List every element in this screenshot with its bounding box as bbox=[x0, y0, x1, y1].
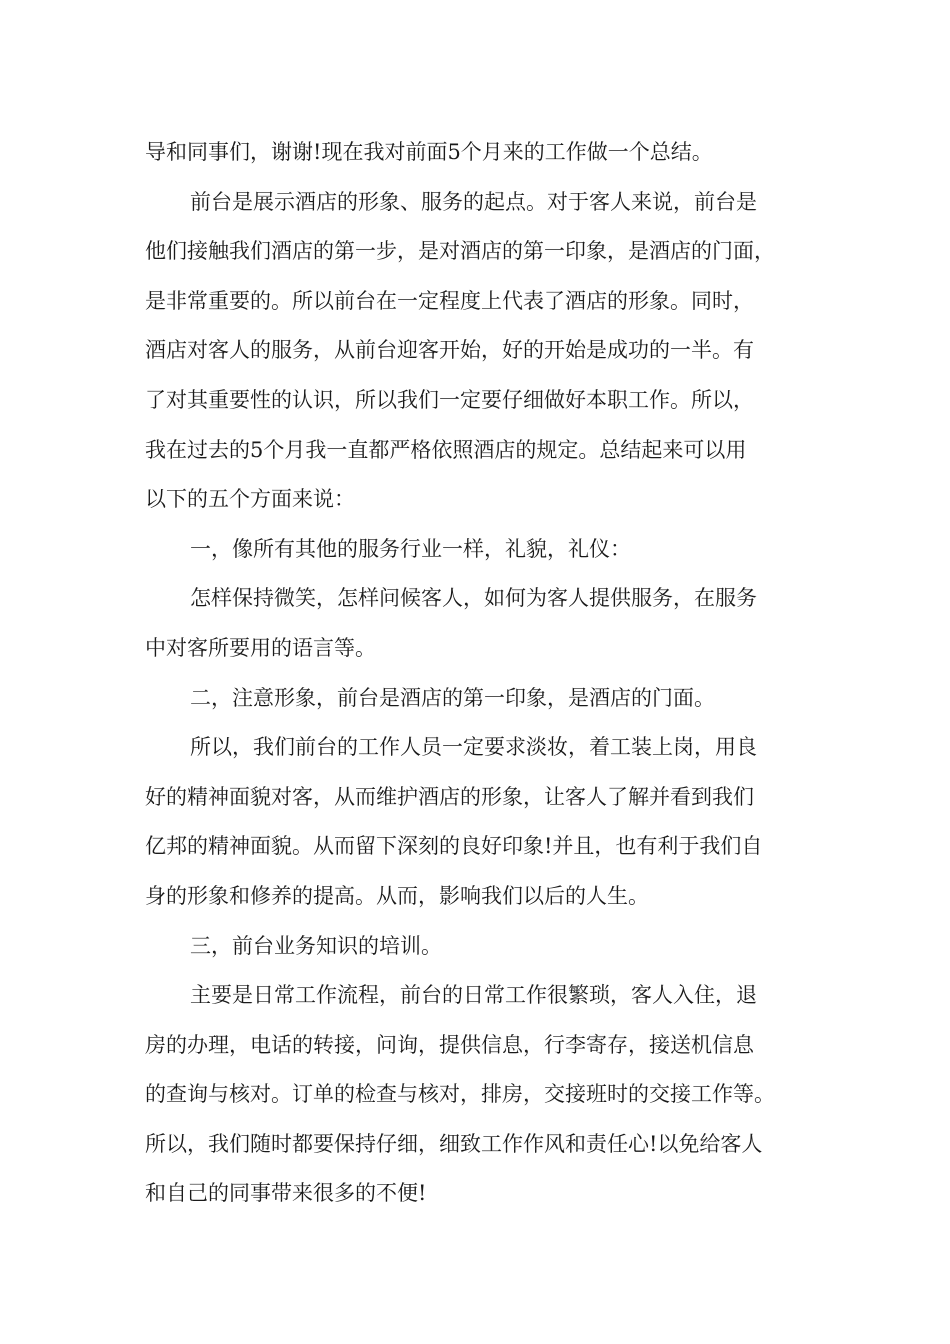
document-line: 他们接触我们酒店的第一步，是对酒店的第一印象，是酒店的门面， bbox=[145, 239, 775, 264]
document-line: 一，像所有其他的服务行业一样，礼貌，礼仪： bbox=[190, 536, 631, 561]
document-line: 中对客所要用的语言等。 bbox=[145, 635, 376, 660]
document-line: 好的精神面貌对客，从而维护酒店的形象，让客人了解并看到我们 bbox=[145, 784, 754, 809]
document-line: 酒店对客人的服务，从前台迎客开始，好的开始是成功的一半。有 bbox=[145, 338, 754, 363]
document-line: 以下的五个方面来说： bbox=[145, 487, 355, 512]
document-line: 是非常重要的。所以前台在一定程度上代表了酒店的形象。同时， bbox=[145, 288, 754, 313]
document-line: 前台是展示酒店的形象、服务的起点。对于客人来说，前台是 bbox=[190, 189, 757, 214]
document-line: 三，前台业务知识的培训。 bbox=[190, 933, 442, 958]
document-line: 了对其重要性的认识，所以我们一定要仔细做好本职工作。所以， bbox=[145, 387, 754, 412]
document-line: 房的办理，电话的转接，问询，提供信息，行李寄存，接送机信息 bbox=[145, 1032, 754, 1057]
document-line: 我在过去的5个月我一直都严格依照酒店的规定。总结起来可以用 bbox=[145, 437, 747, 462]
document-line: 所以，我们前台的工作人员一定要求淡妆，着工装上岗，用良 bbox=[190, 735, 757, 760]
document-line: 亿邦的精神面貌。从而留下深刻的良好印象!并且，也有利于我们自 bbox=[145, 834, 763, 859]
document-line: 主要是日常工作流程，前台的日常工作很繁琐，客人入住，退 bbox=[190, 983, 757, 1008]
document-body bbox=[145, 128, 825, 1219]
document-line: 怎样保持微笑，怎样问候客人，如何为客人提供服务，在服务 bbox=[190, 586, 757, 611]
document-line: 二，注意形象，前台是酒店的第一印象，是酒店的门面。 bbox=[190, 685, 715, 710]
document-line: 和自己的同事带来很多的不便! bbox=[145, 1181, 427, 1206]
document-line: 导和同事们，谢谢!现在我对前面5个月来的工作做一个总结。 bbox=[145, 140, 713, 164]
document-line: 的查询与核对。订单的检查与核对，排房，交接班时的交接工作等。 bbox=[145, 1082, 775, 1107]
document-line: 身的形象和修养的提高。从而，影响我们以后的人生。 bbox=[145, 883, 649, 908]
document-line: 所以，我们随时都要保持仔细，细致工作作风和责任心!以免给客人 bbox=[145, 1131, 763, 1156]
